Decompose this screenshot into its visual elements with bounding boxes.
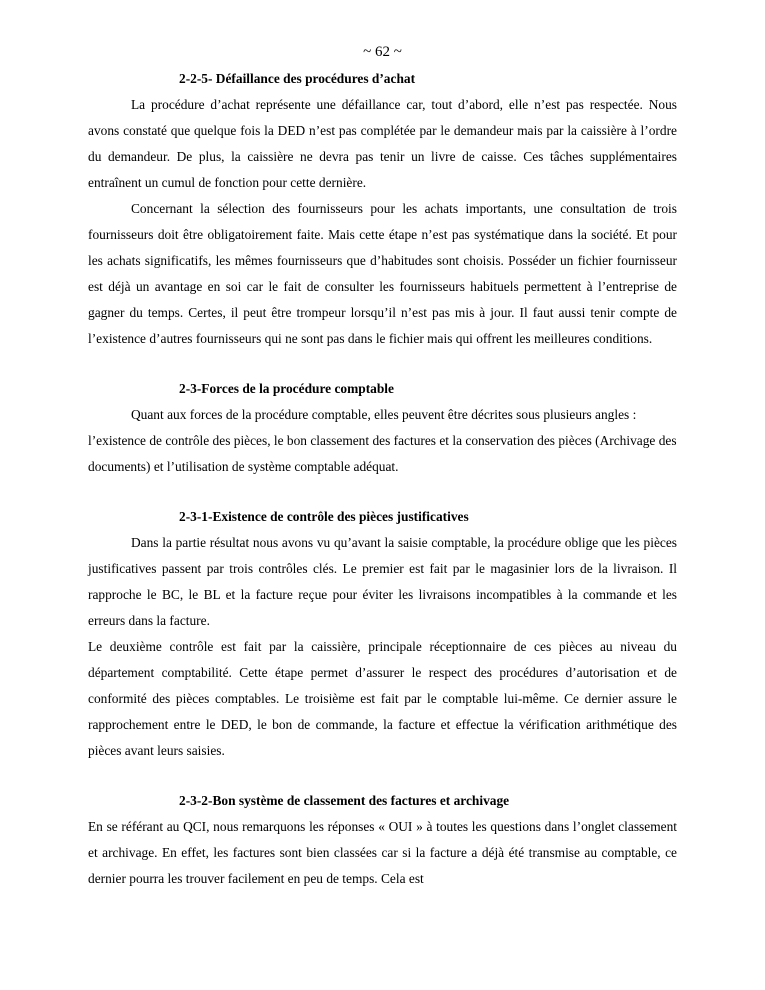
paragraph-2-3-2-1: En se référant au QCI, nous remarquons les réponses « OUI » à toutes les questions dans l’onglet classement et archivage. En effet, les factures sont bien classées car si la facture a déjà été transmise au comptable, ce dernier pourra les trouver facilement en peu de temps. Cela est — [88, 819, 677, 886]
heading-2-2-5: 2-2-5- Défaillance des procédures d’achat — [179, 71, 416, 86]
paragraph-2-3-1-1: Dans la partie résultat nous avons vu qu’avant la saisie comptable, la procédure oblige que les pièces justificatives passent par trois contrôles clés. Le premier est fait par le magasinier lors de la livraison. Il rapproche le BC, le BL et la facture reçue pour éviter les livraisons incompatibles à la commande et les erreurs dans la facture. — [88, 535, 677, 628]
paragraph-2-2-5-1: La procédure d’achat représente une défaillance car, tout d’abord, elle n’est pas respectée. Nous avons constaté que quelque fois la DED n’est pas complétée par le demandeur mais par la caissière à l’ordre du demandeur. De plus, la caissière ne devra pas tenir un livre de caisse. Ces tâches supplémentaires entraînent un cumul de fonction pour cette dernière. — [88, 97, 677, 190]
heading-2-3-2: 2-3-2-Bon système de classement des factures et archivage — [179, 793, 510, 808]
heading-2-3: 2-3-Forces de la procédure comptable — [179, 381, 394, 396]
page-number: ~ 62 ~ — [363, 44, 402, 60]
section-spacer — [88, 480, 677, 504]
paragraph-2-2-5-2: Concernant la sélection des fournisseurs pour les achats importants, une consultation de trois fournisseurs doit être obligatoirement faite. Mais cette étape n’est pas systématique dans la société. Et pour les achats significatifs, les mêmes fournisseurs que d’habitudes sont choisis. Posséder un fichier fournisseur est déjà un avantage en soi car le fait de consulter les fournisseurs habituels permettent à l’entreprise de gagner du temps. Certes, il peut être trompeur lorsqu’il n’est pas mis à jour. Il faut aussi tenir compte de l’existence d’autres fournisseurs qui ne sont pas dans le fichier mais qui offrent les meilleures conditions. — [88, 201, 677, 346]
section-spacer — [88, 764, 677, 788]
paragraph-2-3-1-2: Le deuxième contrôle est fait par la caissière, principale réceptionnaire de ces pièces au niveau du département comptabilité. Cette étape permet d’assurer le respect des procédures d’autorisation et de conformité des pièces comptables. Le troisième est fait par le comptable lui-même. Ce dernier assure le rapprochement entre le DED, le bon de commande, la facture et effectue la vérification arithmétique des pièces avant leurs saisies. — [88, 639, 677, 758]
section-spacer — [88, 352, 677, 376]
paragraph-2-3-1: Quant aux forces de la procédure comptable, elles peuvent être décrites sous plusieurs angles : l’existence de contrôle des pièces, le bon classement des factures et la conservation des pièces (Archivage des documents) et l’utilisation de système comptable adéquat. — [88, 407, 677, 474]
heading-2-3-1: 2-3-1-Existence de contrôle des pièces justificatives — [179, 509, 469, 524]
page-content — [88, 66, 677, 892]
